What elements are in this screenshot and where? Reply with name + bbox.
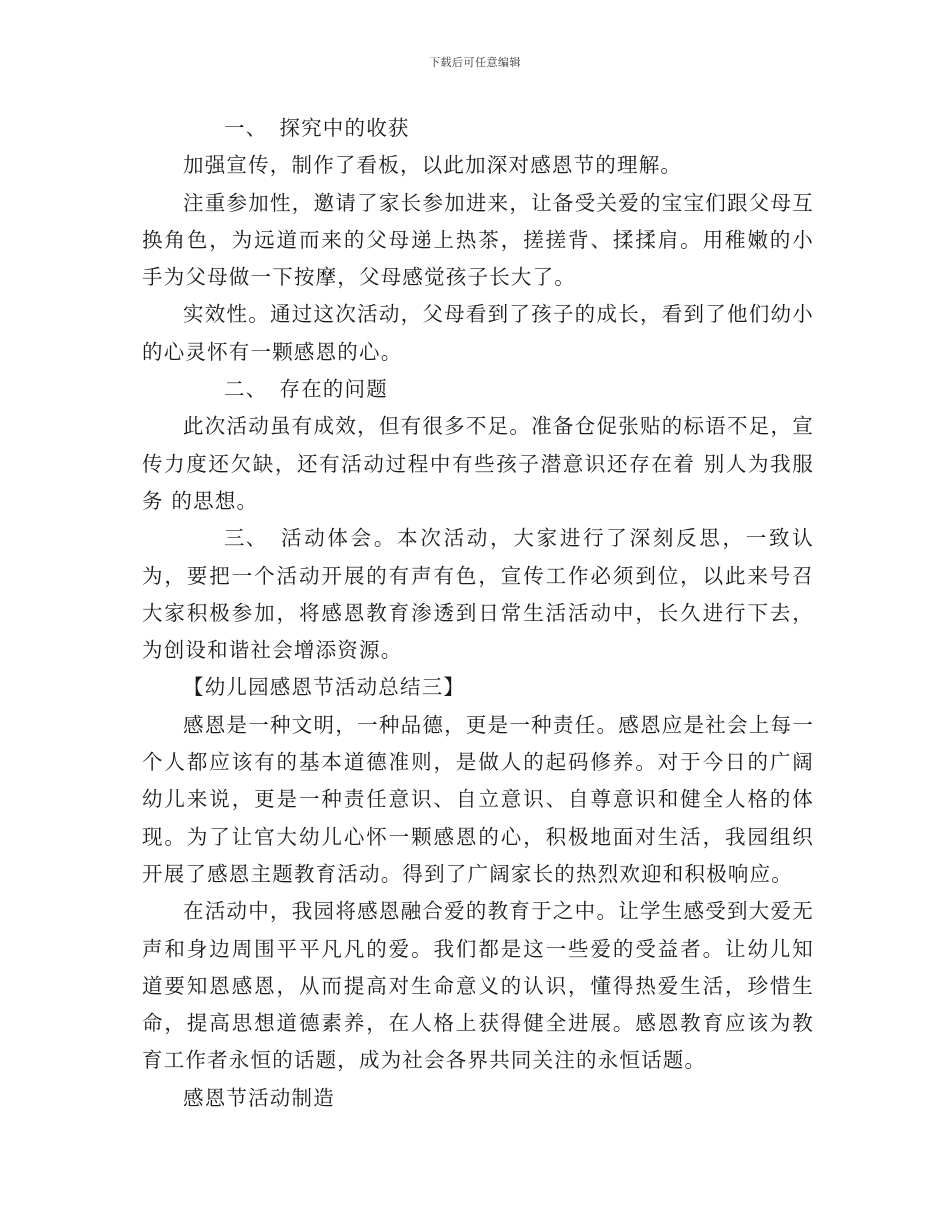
paragraph-2: 注重参加性，邀请了家长参加进来，让备受关爱的宝宝们跟父母互换角色，为远道而来的父母递上热茶，搓搓背、揉揉肩。用稚嫩的小手为父母做一下按摩，父母感觉孩子长大了。	[142, 190, 814, 290]
heading-number: 一、	[224, 116, 268, 140]
heading-number: 三、	[224, 526, 268, 551]
heading-number: 二、	[224, 377, 268, 402]
paragraph-4: 此次活动虽有成效，但有很多不足。准备仓促张贴的标语不足，宣传力度还欠缺，还有活动过程中有些孩子潜意识还存在着 别人为我服务 的思想。	[142, 414, 814, 513]
heading-title: 存在的问题	[279, 377, 388, 402]
heading-title: 探究中的收获	[279, 116, 410, 140]
paragraph-3: 实效性。通过这次活动，父母看到了孩子的成长，看到了他们幼小的心灵怀有一颗感恩的心。	[142, 302, 814, 364]
paragraph-7: 感恩节活动制造	[183, 1085, 335, 1110]
paragraph-6: 在活动中，我园将感恩融合爱的教育于之中。让学生感受到大爱无声和身边周围平平凡凡的爱。我们都是这一些爱的受益者。让幼儿知道要知恩感恩，从而提高对生命意义的认识，懂得热爱生活，珍惜生命，提高思想道德素养，在人格上获得健全进展。感恩教育应该为教育工作者永恒的话题，成为社会各界共同关注的永恒话题。	[142, 899, 814, 1073]
section-heading-1	[142, 110, 814, 147]
section-heading-2	[142, 371, 814, 408]
document-body	[142, 110, 814, 1117]
page-header: 下载后可任意编辑	[429, 56, 521, 69]
heading-title: 活动体会。本次活动，大家进行了深刻反思，一致认为，要把一个活动开展的有声有色，宣传工作必须到位，以此来号召大家积极参加，将感恩教育渗透到日常生活活动中，长久进行下去，为创设和谐社会增添资源。	[142, 526, 814, 663]
section-subtitle: 【幼儿园感恩节活动总结三】	[183, 675, 466, 700]
section-heading-3	[142, 520, 814, 669]
paragraph-1: 加强宣传，制作了看板，以此加深对感恩节的理解。	[183, 153, 683, 178]
paragraph-5: 感恩是一种文明，一种品德，更是一种责任。感恩应是社会上每一个人都应该有的基本道德准则，是做人的起码修养。对于今日的广阔幼儿来说，更是一种责任意识、自立意识、自尊意识和健全人格的体现。为了让官大幼儿心怀一颗感恩的心，积极地面对生活，我园组织开展了感恩主题教育活动。得到了广阔家长的热烈欢迎和积极响应。	[142, 712, 814, 886]
